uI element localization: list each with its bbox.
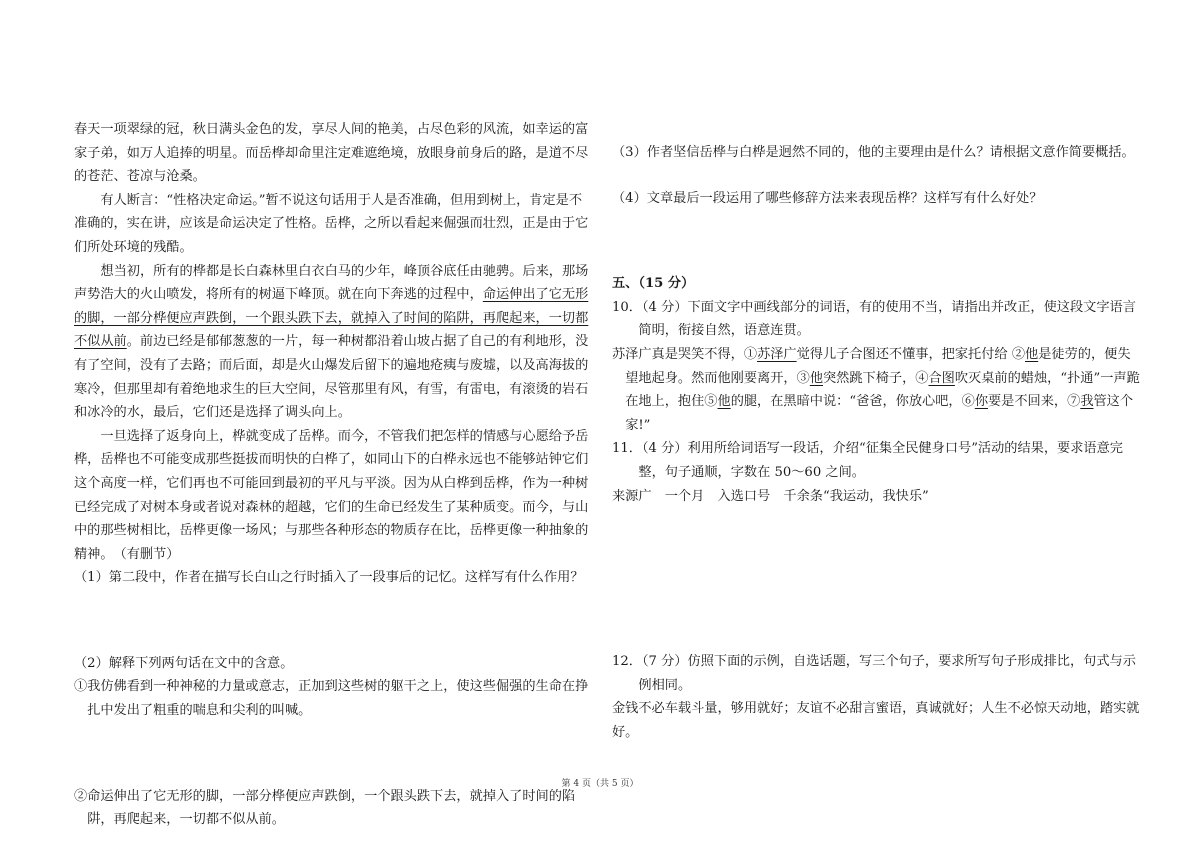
paragraph-3-text-b: 。前边已经是郁郁葱葱的一片，每一种树都沿着山坡占据了自己的有利地形，没有了空间，没有了去路；而后面，却是火山爆发后留下的遍地疮痍与废墟，以及高海拔的寒冷，但那里却有着绝地求生的巨大空间，尽管那里有风，有雪，有雷电，有滚烫的岩石和冰冷的水，最后，它们还是选择了调头向上。	[74, 334, 589, 421]
q10-text: 是徒劳的，便失望地起身。然而他刚要离开，③	[625, 346, 1131, 386]
q10-text: 觉得儿子合图还不懂事，把家托付给 ②	[796, 346, 1026, 362]
question-12-example: 金钱不必车载斗量，够用就好；友谊不必甜言蜜语，真诚就好；人生不必惊天动地，踏实就好。	[612, 701, 1140, 740]
passage-paragraph-2: 有人断言：“性格决定命运。”暂不说这句话用于人是否准确，但用到树上，肯定是不准确的，实在讲，应该是命运决定了性格。岳桦，之所以看起来倔强而壮烈，正是由于它们所处环境的残酷。	[74, 192, 589, 255]
question-11: 11．（4 分）利用所给词语写一段话，介绍“征集全民健身口号”活动的结果，要求语意完整，句子通顺，字数在 50～60 之间。	[612, 441, 1123, 480]
passage-paragraph-3	[74, 260, 590, 425]
question-2: （2）解释下列两句话在文中的含意。	[74, 655, 294, 671]
question-2-sentence-1: ①我仿佛看到一种神秘的力量或意志，正加到这些树的躯干之上，使这些倔强的生命在挣扎中发出了粗重的喘息和尖利的叫喊。	[74, 679, 589, 719]
question-11-words: 来源广 一个月 入选口号 千余条“我运动，我快乐”	[612, 488, 929, 504]
q10-underline-3: 他	[809, 370, 823, 386]
q10-text: 吹灭桌前的蜡烛，“扑通”一声跪在地上，抱住⑤	[625, 370, 1140, 410]
q10-text: 苏泽广真是哭笑不得，①	[612, 346, 758, 362]
right-column	[612, 141, 1140, 745]
question-3: （3）作者坚信岳桦与白桦是迥然不同的，他的主要理由是什么？请根据文意作简要概括。	[612, 145, 1135, 160]
left-column	[74, 118, 590, 832]
q10-underline-4: 合图	[928, 370, 955, 386]
q10-underline-7: 我	[1080, 394, 1094, 410]
answer-space	[612, 165, 1140, 187]
q10-underline-2: 他	[1025, 346, 1039, 362]
q10-underline-6: 你	[974, 394, 988, 410]
page-footer: 第 4 页（共 5 页）	[561, 779, 639, 789]
question-2-sentence-2: ②命运伸出了它无形的脚，一部分桦便应声跌倒，一个跟头跌下去，就掉入了时间的陷阱，再爬起来，一切都不似从前。	[74, 788, 576, 828]
answer-space	[612, 508, 1140, 650]
answer-space	[612, 210, 1140, 272]
q10-text: 管这个家!”	[625, 394, 1134, 433]
q10-underline-5: 他	[717, 394, 731, 410]
question-10-passage	[612, 343, 1140, 437]
section-5-heading: 五、（15 分）	[612, 276, 695, 292]
paragraph-3-text-a: 想当初，所有的桦都是长白森林里白衣白马的少年，峰顶谷底任由驰骋。后来，那场声势浩大的火山喷发，将所有的树逼下峰顶。就在向下奔逃的过程中，	[74, 263, 589, 303]
q10-text: 突然跳下椅子，④	[823, 370, 929, 386]
q10-underline-1: 苏泽广	[757, 346, 797, 362]
passage-paragraph-1: 春天一项翠绿的冠，秋日满头金色的发，享尽人间的艳美，占尽色彩的风流，如幸运的富家子弟，如万人追捧的明星。而岳桦却命里注定难遮绝境，放眼身前身后的路，是道不尽的苍茫、苍凉与沧桑。	[74, 122, 589, 185]
underlined-sentence: 命运伸出了它无形的脚，一部分桦便应声跌倒，一个跟头跌下去，就掉入了时间的陷阱，再爬起来，一切都不似从前	[74, 287, 589, 350]
question-4: （4）文章最后一段运用了哪些修辞方法来表现岳桦？这样写有什么好处？	[612, 190, 1043, 206]
answer-space	[74, 590, 590, 652]
passage-paragraph-4: 一旦选择了返身向上，桦就变成了岳桦。而今，不管我们把怎样的情感与心愿给予岳桦，岳桦也不可能变成那些挺拔而明快的白桦了，如同山下的白桦永远也不能够站钟它们这个高度一样，它们再也不可能回到最初的平凡与平淡。因为从白桦到岳桦，作为一种树已经完成了对树本身或者说对森林的超越，它们的生命已经发生了某种质变。而今，与山中的那些树相比，岳桦更像一场风；与那些各种形态的物质存在比，岳桦更像一种抽象的精神。 （有删节）	[74, 428, 589, 562]
question-12: 12．（7 分）仿照下面的示例，自选话题，写三个句子，要求所写句子形成排比，句式与示例相同。	[612, 654, 1136, 693]
q10-text: 要是不回来，⑦	[988, 394, 1081, 410]
question-10: 10．（4 分）下面文字中画线部分的词语，有的使用不当，请指出并改正，使这段文字语言简明，衔接自然，语意连贯。	[612, 299, 1136, 339]
q10-text: 的腿，在黑暗中说：“爸爸，你放心吧，⑥	[730, 394, 975, 410]
question-1: （1）第二段中，作者在描写长白山之行时插入了一段事后的记忆。这样写有什么作用？	[74, 570, 584, 586]
